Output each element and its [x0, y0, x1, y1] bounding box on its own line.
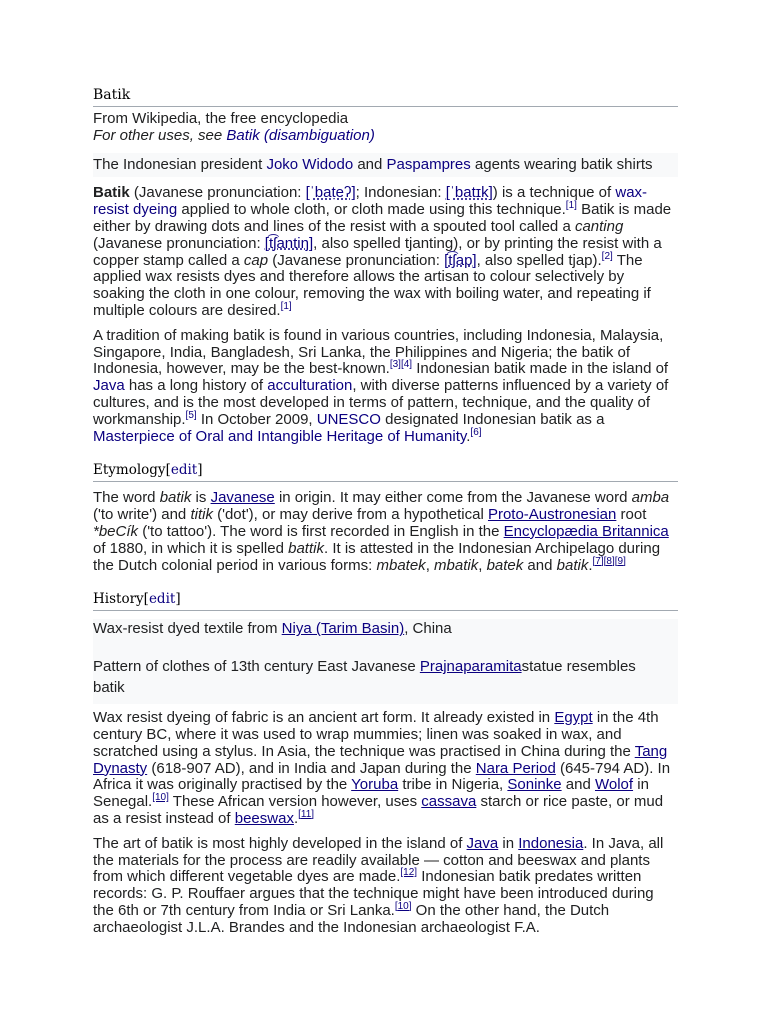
text: Wax resist dyeing of fabric is an ancient art form. It already existed in	[93, 709, 555, 727]
bracket: [	[165, 462, 171, 479]
caption-text: agents wearing batik shirts	[470, 155, 653, 173]
text: (618-907 AD), and in India and Japan during the	[147, 759, 476, 777]
reference-link[interactable]: [5]	[185, 409, 197, 421]
italic-term: batek	[486, 556, 524, 574]
text: in Senegal.	[93, 776, 649, 811]
text: is	[191, 489, 211, 507]
text: ) is a technique of	[492, 184, 616, 202]
text: , with diverse patterns influenced by a variety of cultures, and is the most developed in terms of pattern, technique, and the quality of workmanship.	[93, 377, 669, 428]
text: A tradition of making batik is found in various countries, including Indonesia, Malaysia, Singapore, India, Bangladesh, Sri Lanka, the Philippines and Nigeria; the batik of Indonesia, however, may be the best-known.	[93, 326, 664, 378]
heading-text: History	[93, 591, 144, 608]
reference-link[interactable]: [2]	[601, 250, 613, 262]
ipa-javanese-link[interactable]: [ˈbaṭeʔ]	[305, 184, 356, 202]
proto-austronesian-link[interactable]: Proto-Austronesian	[487, 506, 617, 524]
hatnote-text: For other uses, see	[93, 126, 227, 144]
reference-link[interactable]: [9]	[614, 555, 626, 567]
caption-text: The Indonesian president	[93, 155, 267, 173]
edit-link[interactable]: edit	[148, 591, 176, 608]
article	[93, 86, 678, 944]
unesco-link[interactable]: UNESCO	[316, 410, 381, 428]
text: , also spelled tjanting), or by printing the resist with a copper stamp called a	[93, 234, 662, 269]
hatnote	[93, 128, 678, 145]
indonesia-link[interactable]: Indonesia	[518, 834, 584, 852]
reference-link[interactable]: [7]	[592, 555, 604, 567]
text: (Javanese pronunciation:	[268, 251, 445, 269]
italic-term: amba	[631, 489, 670, 507]
history-paragraph-1	[93, 710, 678, 828]
page-title: Batik	[93, 86, 678, 107]
text: ,	[425, 556, 435, 574]
image-caption-president	[93, 153, 678, 178]
text: ('to tattoo'). The word is first recorded in English in the	[138, 522, 504, 540]
section-heading-etymology	[93, 461, 678, 482]
text: tribe in Nigeria,	[398, 776, 508, 794]
text: Indonesian batik predates written records: G. P. Rouffaer argues that the technique might have been introduced during the 6th or 7th century from India or Sri Lanka.	[93, 868, 654, 919]
text: ; Indonesian:	[355, 184, 446, 202]
bracket: ]	[197, 462, 203, 479]
joko-widodo-link[interactable]: Joko Widodo	[266, 155, 354, 173]
text: .	[466, 427, 471, 445]
text: Batik is made either by drawing dots and lines of the resist with a spouted tool called a	[93, 201, 672, 235]
beeswax-link[interactable]: beeswax	[234, 809, 294, 827]
text: has a long history of	[124, 377, 268, 395]
italic-term: batik	[159, 489, 192, 507]
caption-text: Wax-resist dyed textile from	[93, 620, 282, 638]
javanese-link[interactable]: Javanese	[210, 489, 275, 507]
text: of 1880, in which it is spelled	[93, 539, 289, 557]
edit-link[interactable]: edit	[170, 462, 198, 479]
text: Indonesian batik made in the island of	[412, 360, 669, 378]
reference-link[interactable]: [10]	[394, 900, 412, 912]
text: applied to whole cloth, or cloth made using this technique.	[177, 201, 566, 219]
reference-link[interactable]: [10]	[152, 792, 169, 804]
bracket: ]	[175, 591, 181, 608]
text: In October 2009,	[196, 410, 317, 428]
intro-paragraph-1	[93, 185, 678, 319]
caption-text: and	[353, 155, 387, 173]
heading-text: Etymology	[93, 462, 166, 479]
paspampres-link[interactable]: Paspampres	[386, 155, 471, 173]
reference-link[interactable]: [1]	[565, 200, 577, 212]
java-link[interactable]: Java	[93, 377, 125, 395]
italic-term: batik	[556, 556, 589, 574]
text: in the 4th century BC, where it was used to wrap mummies; linen was soaked in wax, and scratched using a stylus. In Asia, the technique was practised in China during the	[93, 709, 659, 760]
intro-paragraph-2	[93, 328, 678, 446]
text: root	[616, 506, 647, 524]
reference-link[interactable]: [6]	[470, 426, 482, 438]
text: The applied wax resists dyes and therefore allows the artisan to colour selectively by soaking the cloth in one colour, removing the wax with boiling water, and repeating if multiple colours are desired.	[93, 251, 651, 319]
reference-link[interactable]: [12]	[400, 867, 418, 879]
history-paragraph-2	[93, 836, 678, 937]
text: (645-794 AD). In Africa it was originally practised by the	[93, 759, 671, 794]
text: .	[293, 809, 299, 827]
text: starch or rice paste, or mud as a resist instead of	[93, 793, 664, 827]
yoruba-link[interactable]: Yoruba	[351, 776, 399, 794]
java-link[interactable]: Java	[466, 834, 499, 852]
wolof-link[interactable]: Wolof	[594, 776, 634, 794]
text: On the other hand, the Dutch archaeologist J.L.A. Brandes and the Indonesian archaeologist F.A.	[93, 901, 610, 936]
acculturation-link[interactable]: acculturation	[267, 377, 353, 395]
nara-period-link[interactable]: Nara Period	[475, 759, 556, 777]
soninke-link[interactable]: Soninke	[507, 776, 562, 794]
masterpiece-link[interactable]: Masterpiece of Oral and Intangible Heritage of Humanity	[93, 427, 467, 445]
section-heading-history	[93, 590, 678, 611]
text: designated Indonesian batik as a	[380, 410, 605, 428]
wax-resist-dyeing-link[interactable]: wax-resist dyeing	[93, 184, 648, 219]
text: , also spelled tjap).	[476, 251, 602, 269]
niya-link[interactable]: Niya (Tarim Basin)	[281, 620, 405, 638]
ipa-cap-link[interactable]: [t͡ʃap]	[444, 251, 477, 269]
text: ('to write') and	[93, 506, 191, 524]
text: The art of batik is most highly developed in the island of	[93, 834, 467, 852]
egypt-link[interactable]: Egypt	[554, 709, 593, 727]
reference-link[interactable]: [11]	[298, 808, 315, 820]
tang-dynasty-link[interactable]: Tang Dynasty	[93, 742, 668, 777]
prajnaparamita-link[interactable]: Prajnaparamita	[419, 658, 522, 676]
text: ,	[478, 556, 487, 574]
caption-text: Pattern of clothes of 13th century East Javanese	[93, 658, 420, 676]
ipa-canting-link[interactable]: [t͡ʃantiŋ]	[264, 234, 314, 252]
image-caption-prajnaparamita	[93, 650, 678, 704]
text: .	[588, 556, 593, 574]
text: (Javanese pronunciation:	[129, 184, 306, 202]
text: (Javanese pronunciation:	[93, 234, 265, 252]
text: and	[561, 776, 595, 794]
text: ('dot'), or may derive from a hypothetical	[212, 506, 488, 524]
caption-text: , China	[404, 620, 452, 638]
italic-term: canting	[574, 217, 624, 235]
text: in	[498, 834, 519, 852]
reference-link[interactable]: [8]	[603, 555, 615, 567]
reference-link[interactable]: [1]	[280, 300, 292, 312]
reference-link[interactable]: [4]	[400, 359, 413, 371]
bold-term: Batik	[93, 184, 130, 202]
text: . It is attested in the Indonesian Archipelago during the Dutch colonial period in various forms:	[93, 539, 661, 574]
image-caption-niya	[93, 619, 678, 650]
site-subtitle: From Wikipedia, the free encyclopedia	[93, 110, 349, 127]
etymology-paragraph	[93, 490, 678, 574]
italic-term: cap	[243, 251, 269, 269]
text: . In Java, all the materials for the process are readily available — cotton and beeswax and plants from which different vegetable dyes are made.	[93, 834, 664, 886]
britannica-link[interactable]: Encyclopædia Britannica	[503, 522, 669, 540]
italic-term: *beCík	[93, 522, 139, 540]
disambiguation-link[interactable]: Batik (disambiguation)	[226, 126, 375, 144]
text: These African version however, uses	[168, 793, 422, 811]
reference-link[interactable]: [3]	[389, 359, 401, 371]
italic-term: mbatek	[376, 556, 426, 574]
bracket: [	[143, 591, 149, 608]
text: in origin. It may either come from the Javanese word	[274, 489, 632, 507]
ipa-indonesian-link[interactable]: [ˈbatɪk]	[445, 184, 493, 202]
text: and	[523, 556, 557, 574]
italic-term: titik	[190, 506, 213, 524]
italic-term: battik	[288, 539, 324, 557]
text: The word	[93, 489, 160, 507]
italic-term: mbatik	[434, 556, 479, 574]
cassava-link[interactable]: cassava	[421, 793, 477, 811]
caption-text: statue resembles batik	[93, 658, 636, 697]
